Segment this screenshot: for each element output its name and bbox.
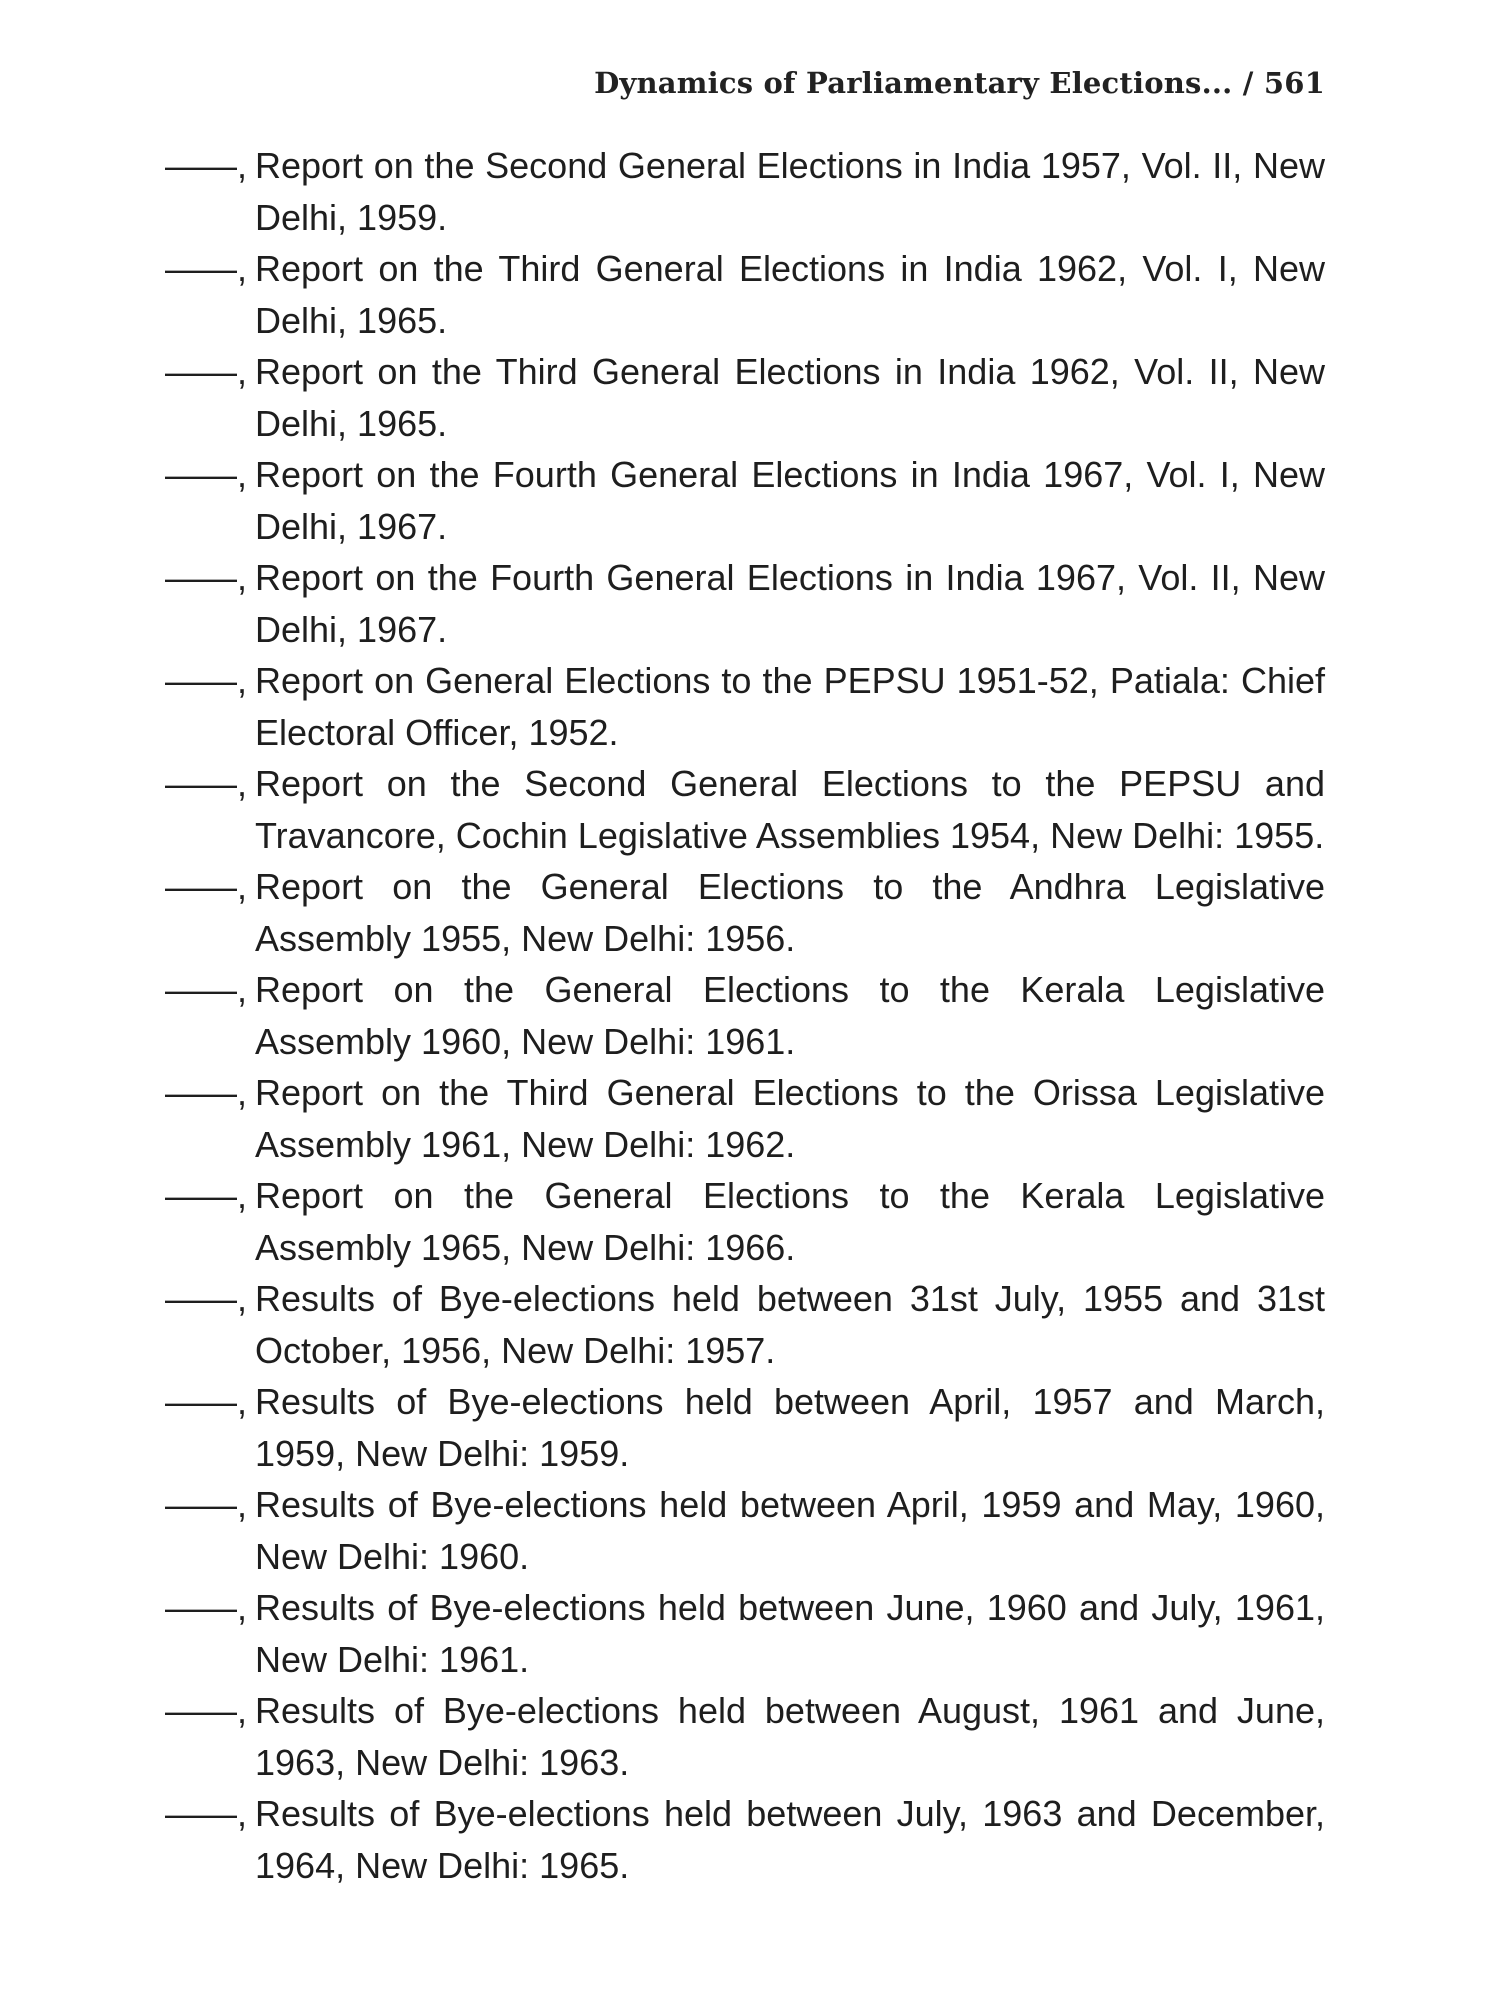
reference-entry <box>165 449 1325 552</box>
reference-list <box>165 140 1325 1891</box>
reference-text: Results of Bye-elections held between August, 1961 and June, 1963, New Delhi: 1963. <box>255 1690 1325 1783</box>
reference-text: Report on the Third General Elections in India 1962, Vol. II, New Delhi, 1965. <box>255 351 1325 444</box>
ditto-dash: ——, <box>165 145 248 186</box>
reference-text: Report on the Second General Elections in India 1957, Vol. II, New Delhi, 1959. <box>255 145 1325 238</box>
ditto-dash: ——, <box>165 351 248 392</box>
reference-entry <box>165 758 1325 861</box>
ditto-dash: ——, <box>165 248 248 289</box>
ditto-dash: ——, <box>165 1690 248 1731</box>
reference-entry <box>165 1479 1325 1582</box>
reference-entry <box>165 1170 1325 1273</box>
reference-text: Results of Bye-elections held between June, 1960 and July, 1961, New Delhi: 1961. <box>255 1587 1325 1680</box>
ditto-dash: ——, <box>165 763 248 804</box>
ditto-dash: ——, <box>165 660 248 701</box>
reference-text: Report on the General Elections to the Kerala Legislative Assembly 1960, New Delhi: 1961. <box>255 969 1325 1062</box>
reference-entry <box>165 346 1325 449</box>
reference-text: Report on the Third General Elections to the Orissa Legislative Assembly 1961, New Delhi: 1962. <box>255 1072 1325 1165</box>
reference-entry <box>165 861 1325 964</box>
reference-entry <box>165 243 1325 346</box>
reference-text: Report on the Fourth General Elections in India 1967, Vol. I, New Delhi, 1967. <box>255 454 1325 547</box>
reference-text: Report on the Third General Elections in India 1962, Vol. I, New Delhi, 1965. <box>255 248 1325 341</box>
ditto-dash: ——, <box>165 1381 248 1422</box>
ditto-dash: ——, <box>165 866 248 907</box>
reference-entry <box>165 1788 1325 1891</box>
reference-text: Results of Bye-elections held between April, 1957 and March, 1959, New Delhi: 1959. <box>255 1381 1325 1474</box>
ditto-dash: ——, <box>165 454 248 495</box>
reference-text: Results of Bye-elections held between 31st July, 1955 and 31st October, 1956, New Delhi: 1957. <box>255 1278 1325 1371</box>
reference-text: Report on the General Elections to the Kerala Legislative Assembly 1965, New Delhi: 1966. <box>255 1175 1325 1268</box>
reference-entry <box>165 1067 1325 1170</box>
reference-text: Results of Bye-elections held between April, 1959 and May, 1960, New Delhi: 1960. <box>255 1484 1325 1577</box>
ditto-dash: ——, <box>165 1587 248 1628</box>
running-head: Dynamics of Parliamentary Elections... / 561 <box>594 66 1325 100</box>
ditto-dash: ——, <box>165 557 248 598</box>
reference-entry <box>165 1582 1325 1685</box>
reference-entry <box>165 1376 1325 1479</box>
reference-text: Report on the Fourth General Elections in India 1967, Vol. II, New Delhi, 1967. <box>255 557 1325 650</box>
reference-text: Report on the General Elections to the Andhra Legislative Assembly 1955, New Delhi: 1956. <box>255 866 1325 959</box>
ditto-dash: ——, <box>165 1072 248 1113</box>
reference-entry <box>165 1685 1325 1788</box>
ditto-dash: ——, <box>165 1278 248 1319</box>
reference-entry <box>165 140 1325 243</box>
reference-text: Report on the Second General Elections to the PEPSU and Travancore, Cochin Legislative Assemblies 1954, New Delhi: 1955. <box>255 763 1325 856</box>
reference-text: Report on General Elections to the PEPSU 1951-52, Patiala: Chief Electoral Officer, 1952. <box>255 660 1325 753</box>
ditto-dash: ——, <box>165 1484 248 1525</box>
reference-entry <box>165 552 1325 655</box>
ditto-dash: ——, <box>165 1793 248 1834</box>
reference-entry <box>165 964 1325 1067</box>
ditto-dash: ——, <box>165 969 248 1010</box>
ditto-dash: ——, <box>165 1175 248 1216</box>
reference-entry <box>165 1273 1325 1376</box>
reference-entry <box>165 655 1325 758</box>
reference-text: Results of Bye-elections held between July, 1963 and December, 1964, New Delhi: 1965. <box>255 1793 1325 1886</box>
